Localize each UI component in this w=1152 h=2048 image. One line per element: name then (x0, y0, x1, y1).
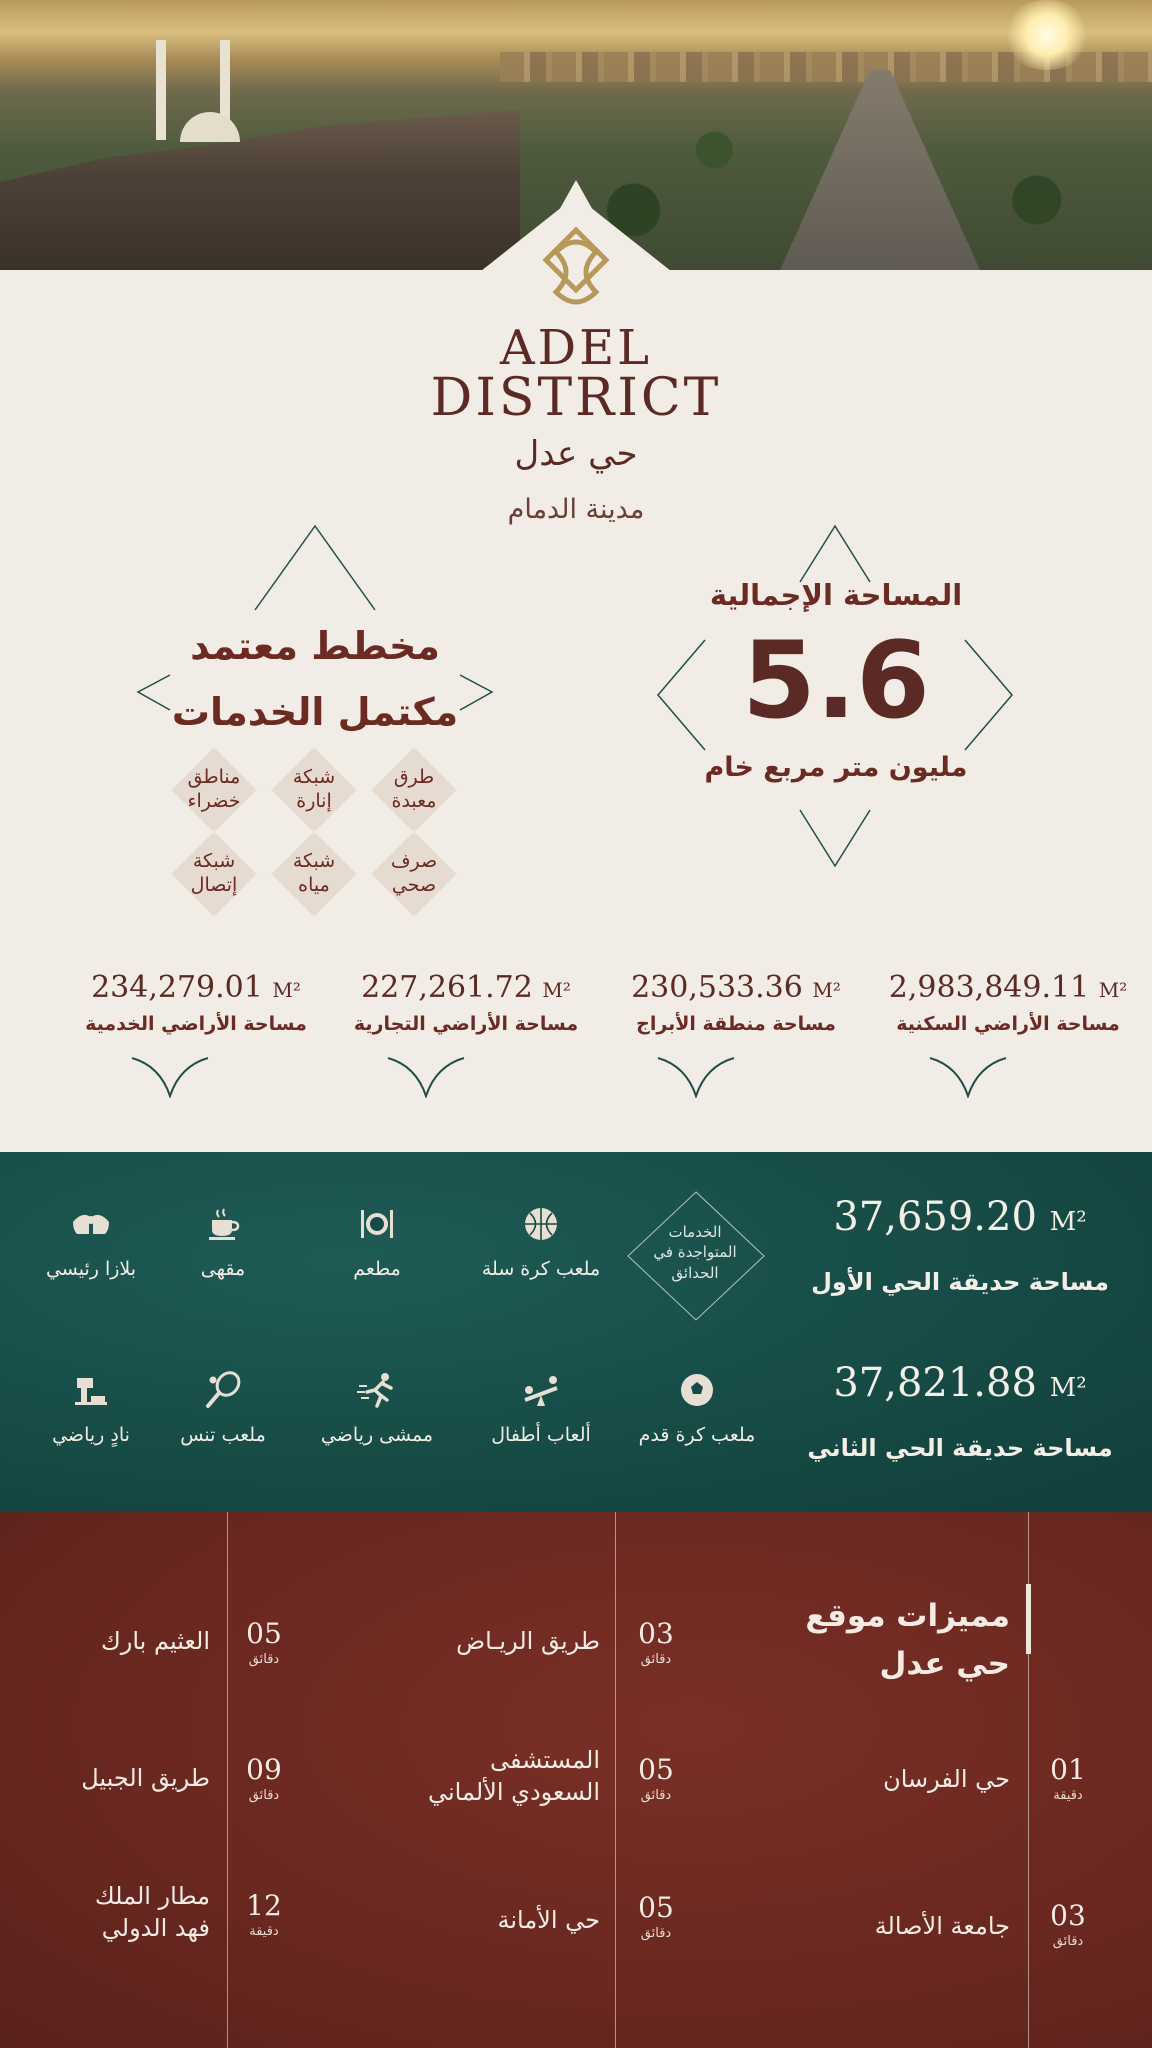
park-service-plaza: بلازا رئيسي (6, 1204, 176, 1280)
city-name: مدينة الدمام (507, 494, 645, 525)
landmark-name: حي الأمانة (497, 1906, 600, 1934)
land-area-commercial: 227,261.72 M² مساحة الأراضي التجارية (353, 970, 579, 1035)
plan-title-line2: مكتمل الخدمات (171, 690, 459, 734)
park2-area-label: مساحة حديقة الحي الثاني (807, 1434, 1113, 1462)
landmark-name: العثيم بارك (100, 1627, 210, 1655)
park2-area-value: 37,821.88 M² (833, 1360, 1087, 1406)
land-area-services: 234,279.01 M² مساحة الأراضي الخدمية (85, 970, 307, 1035)
tennis-icon (203, 1370, 243, 1410)
landmark-name: حي الفرسان (883, 1765, 1010, 1793)
service-telecom: شبكة إتصال (168, 828, 260, 920)
runner-icon (357, 1370, 397, 1410)
park1-area-label: مساحة حديقة الحي الأول (811, 1268, 1109, 1296)
land-area-residential: 2,983,849.11 M² مساحة الأراضي السكنية (888, 970, 1128, 1035)
chevron-down-icon (928, 1056, 1008, 1098)
service-paved-roads: طرق معبدة (368, 744, 460, 836)
distance-minutes: 05 دقائق (246, 1617, 282, 1667)
distance-minutes: 09 دقائق (246, 1753, 282, 1803)
brand-name-line1: ADEL (499, 320, 653, 376)
park1-area-value: 37,659.20 M² (833, 1194, 1087, 1240)
park-service-tennis: ملعب تنس (138, 1370, 308, 1446)
landmark-name: مطار الملك فهد الدولي (94, 1882, 210, 1943)
plan-title-line1: مخطط معتمد (190, 624, 440, 668)
land-area-towers: 230,533.36 M² مساحة منطقة الأبراج (631, 970, 841, 1035)
service-sewage: صرف صحي (368, 828, 460, 920)
total-area-unit: مليون متر مربع خام (704, 752, 968, 783)
brand-name-ar: حي عدل (514, 434, 638, 474)
location-title: مميزات موقع حي عدل (805, 1598, 1010, 1683)
service-green-areas: مناطق خضراء (168, 744, 260, 836)
adel-logo-icon (526, 222, 626, 322)
coffee-cup-icon (203, 1204, 243, 1244)
gym-icon (71, 1370, 111, 1410)
distance-minutes: 01 دقيقة (1050, 1753, 1086, 1803)
plaza-icon (71, 1204, 111, 1244)
total-area-label: المساحة الإجمالية (709, 578, 963, 612)
park-service-soccer: ملعب كرة قدم (612, 1370, 782, 1446)
chevron-down-icon (656, 1056, 736, 1098)
park-service-restaurant: مطعم (292, 1204, 462, 1280)
brand-name-line2: DISTRICT (430, 368, 722, 428)
landmark-name: طريق الجبيل (81, 1764, 210, 1792)
distance-minutes: 03 دقائق (1050, 1899, 1086, 1949)
title-accent-bar (1026, 1584, 1031, 1654)
total-area-value: 5.6 (742, 619, 930, 742)
service-lighting: شبكة إنارة (268, 744, 360, 836)
minaret (156, 40, 166, 140)
park-service-basketball: ملعب كرة سلة (456, 1204, 626, 1280)
distance-minutes: 05 دقائق (638, 1891, 674, 1941)
park-service-playground: ألعاب أطفال (456, 1370, 626, 1446)
brand-name-en (376, 320, 776, 428)
park-service-gym: نادٍ رياضي (6, 1370, 176, 1446)
distance-minutes: 12 دقيقة (246, 1889, 282, 1939)
restaurant-icon (357, 1204, 397, 1244)
soccer-ball-icon (677, 1370, 717, 1410)
basketball-icon (521, 1204, 561, 1244)
chevron-down-icon (130, 1056, 210, 1098)
landmark-name: المستشفى السعودي الألماني (427, 1746, 600, 1807)
park-service-cafe: مقهى (138, 1204, 308, 1280)
landmark-name: جامعة الأصالة (874, 1912, 1010, 1940)
park-services-title: الخدمات المتواجدة في الحدائق (653, 1223, 737, 1282)
park-service-walkway: ممشى رياضي (292, 1370, 462, 1446)
distance-minutes: 03 دقائق (638, 1617, 674, 1667)
landmark-name: طريق الريـاض (456, 1627, 600, 1655)
sun (1002, 0, 1092, 70)
chevron-down-icon (386, 1056, 466, 1098)
distance-minutes: 05 دقائق (638, 1753, 674, 1803)
service-water: شبكة مياه (268, 828, 360, 920)
seesaw-icon (521, 1370, 561, 1410)
